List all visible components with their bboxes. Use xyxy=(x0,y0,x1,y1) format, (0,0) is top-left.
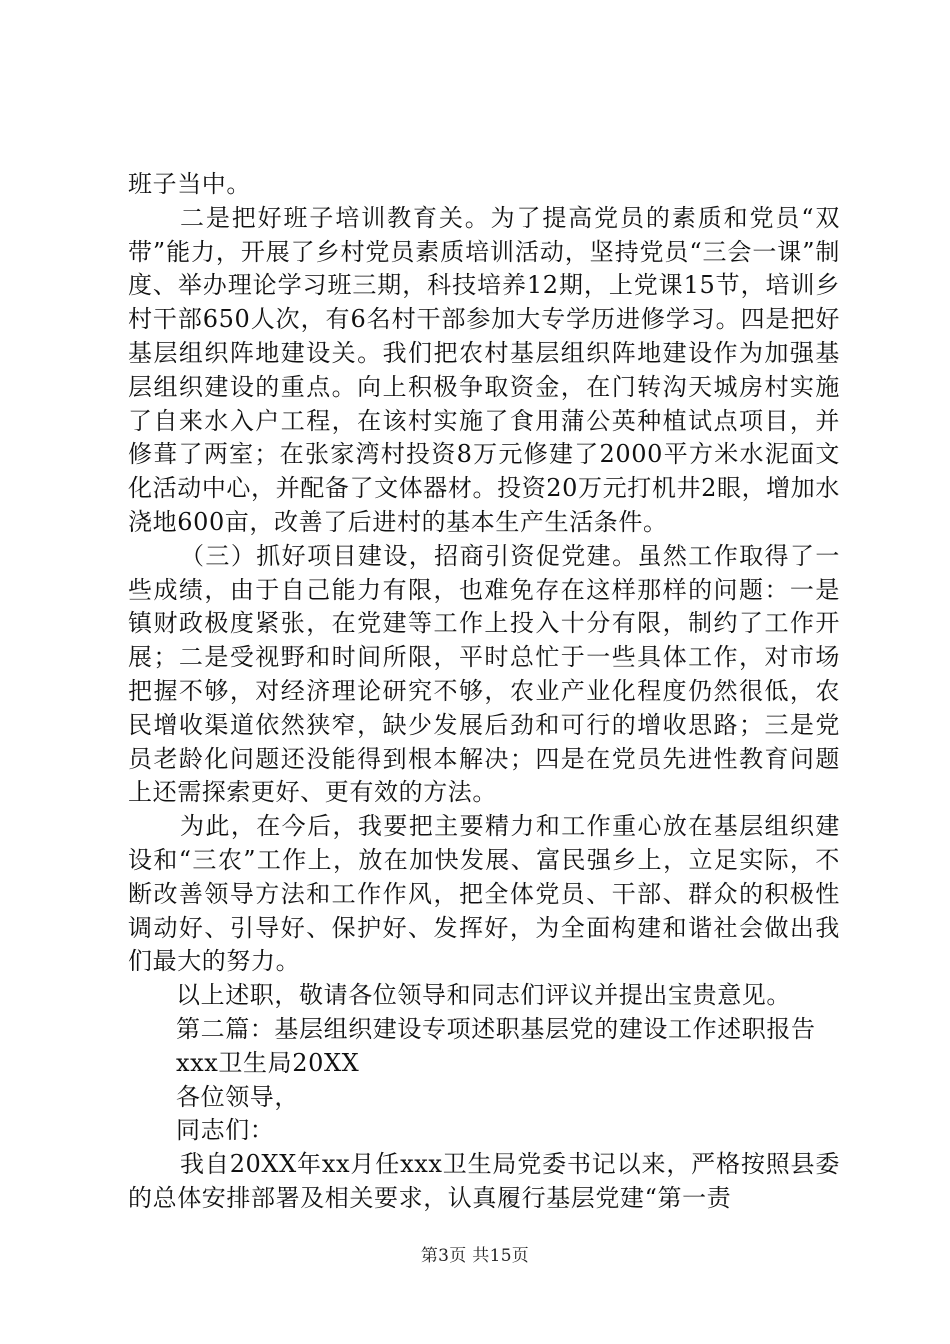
paragraph-report-opening: 我自20XX年xx月任xxx卫生局党委书记以来，严格按照县委的总体安排部署及相关要求，认真履行基层党建“第一责 xyxy=(128,1150,840,1212)
paragraph-salutation-comrades: 同志们： xyxy=(176,1116,275,1145)
paragraph-closing: 以上述职，敬请各位领导和同志们评议并提出宝贵意见。 xyxy=(176,981,791,1010)
paragraph-continuation: 班子当中。 xyxy=(128,170,251,198)
paragraph-salutation-leaders: 各位领导， xyxy=(176,1082,299,1111)
paragraph-project-construction: （三）抓好项目建设，招商引资促党建。虽然工作取得了一些成绩，由于自己能力有限，也难免存在这样那样的问题：一是镇财政极度紧张，在党建等工作上投入十分有限，制约了工作开展；二是受视野和时间所限，平时总忙于一些具体工作，对市场把握不够，对经济理论研究不够，农业产业化程度仍然很低，农民增收渠道依然狭窄，缺少发展后劲和可行的增收思路；三是党员老龄化问题还没能得到根本解决；四是在党员先进性教育问题上还需探索更好、更有效的方法。 xyxy=(128,541,840,807)
paragraph-future-plan: 为此，在今后，我要把主要精力和工作重心放在基层组织建设和“三农”工作上，放在加快发展、富民强乡上，立足实际，不断改善领导方法和工作作风，把全体党员、干部、群众的积极性调动好、引导好、保护好、发挥好，为全面构建和谐社会做出我们最大的努力。 xyxy=(128,812,840,976)
section-heading-second-article: 第二篇：基层组织建设专项述职基层党的建设工作述职报告 xyxy=(176,1014,816,1043)
paragraph-organization-year: xxx卫生局20XX xyxy=(176,1048,360,1077)
paragraph-training-education: 二是把好班子培训教育关。为了提高党员的素质和党员“双带”能力，开展了乡村党员素质培训活动，坚持党员“三会一课”制度、举办理论学习班三期，科技培养12期，上党课15节，培训乡村干部650人次，有6名村干部参加大专学历进修学习。四是把好基层组织阵地建设关。我们把农村基层组织阵地建设作为加强基层组织建设的重点。向上积极争取资金，在门转沟天城房村实施了自来水入户工程，在该村实施了食用蒲公英种植试点项目，并修葺了两室；在张家湾村投资8万元修建了2000平方米水泥面文化活动中心，并配备了文体器材。投资20万元打机井2眼，增加水浇地600亩，改善了后进村的基本生产生活条件。 xyxy=(128,203,840,536)
document-body xyxy=(128,168,840,1216)
page-footer: 第3页 共15页 xyxy=(420,1246,530,1266)
